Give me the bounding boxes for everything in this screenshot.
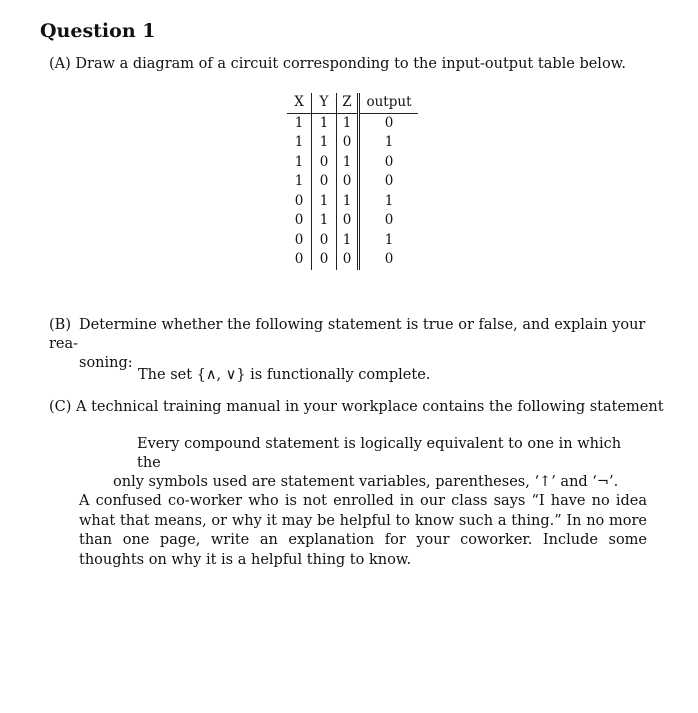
cell-y: 0 <box>312 172 337 192</box>
cell-output: 0 <box>384 114 394 131</box>
table-row <box>287 172 418 192</box>
header-x: X <box>287 93 312 113</box>
cell-x: 1 <box>287 133 312 153</box>
cell-y: 1 <box>312 113 337 133</box>
cell-z: 1 <box>337 192 359 212</box>
cell-x: 0 <box>287 211 312 231</box>
part-a-prompt: (A) Draw a diagram of a circuit corresponding to the input-output table below. <box>49 56 626 72</box>
cell-y: 0 <box>312 250 337 270</box>
cell-x: 1 <box>287 172 312 192</box>
part-b-text-line2: soning: <box>79 355 133 371</box>
table-row <box>287 153 418 173</box>
part-b-label: (B) <box>49 317 71 333</box>
cell-x: 0 <box>287 231 312 251</box>
cell-z: 0 <box>337 211 359 231</box>
cell-y: 1 <box>312 192 337 212</box>
header-y: Y <box>312 93 337 113</box>
cell-y: 0 <box>312 231 337 251</box>
manual-quote <box>113 435 623 492</box>
part-b-prompt <box>49 316 649 373</box>
part-c-prompt: (C) A technical training manual in your workplace contains the following statement <box>49 399 664 415</box>
coworker-paragraph: A confused co-worker who is not enrolled in our class says “I have no idea what that means, or why it may be helpful to know such a thing.” In no more than one page, write an explanation for your coworker. Include some thoughts on why it is a helpful thing to know. <box>79 493 647 568</box>
cell-x: 0 <box>287 250 312 270</box>
cell-z: 0 <box>337 250 359 270</box>
table-row <box>287 250 418 270</box>
cell-x: 1 <box>287 113 312 133</box>
quote-line1: Every compound statement is logically equivalent to one in which the <box>137 436 622 471</box>
cell-y: 1 <box>312 133 337 153</box>
cell-output: 0 <box>384 251 394 267</box>
part-b-text-line1: Determine whether the following statement is true or false, and explain your rea- <box>49 317 646 352</box>
cell-x: 0 <box>287 192 312 212</box>
quote-line2: only symbols used are statement variables, parentheses, ‘↑’ and ‘¬’. <box>113 474 619 490</box>
cell-output: 1 <box>384 231 394 248</box>
truth-table-header-row <box>287 93 418 113</box>
table-row <box>287 231 418 251</box>
cell-output: 1 <box>384 134 394 150</box>
table-row <box>287 113 418 133</box>
question-title: Question 1 <box>40 20 156 42</box>
part-b-statement: The set {∧, ∨} is functionally complete. <box>138 367 431 383</box>
table-row <box>287 133 418 153</box>
table-row <box>287 192 418 212</box>
cell-z: 0 <box>337 172 359 192</box>
cell-output: 0 <box>384 212 394 228</box>
cell-y: 0 <box>312 153 337 173</box>
cell-z: 1 <box>337 231 359 251</box>
cell-z: 1 <box>337 153 359 173</box>
cell-output: 0 <box>384 173 394 189</box>
cell-output: 1 <box>384 192 394 209</box>
cell-z: 0 <box>337 133 359 153</box>
header-z: Z <box>337 93 359 113</box>
cell-y: 1 <box>312 211 337 231</box>
cell-z: 1 <box>337 113 359 133</box>
header-output: output <box>359 93 419 113</box>
cell-output: 0 <box>384 153 394 170</box>
cell-x: 1 <box>287 153 312 173</box>
table-row <box>287 211 418 231</box>
truth-table <box>287 93 418 270</box>
